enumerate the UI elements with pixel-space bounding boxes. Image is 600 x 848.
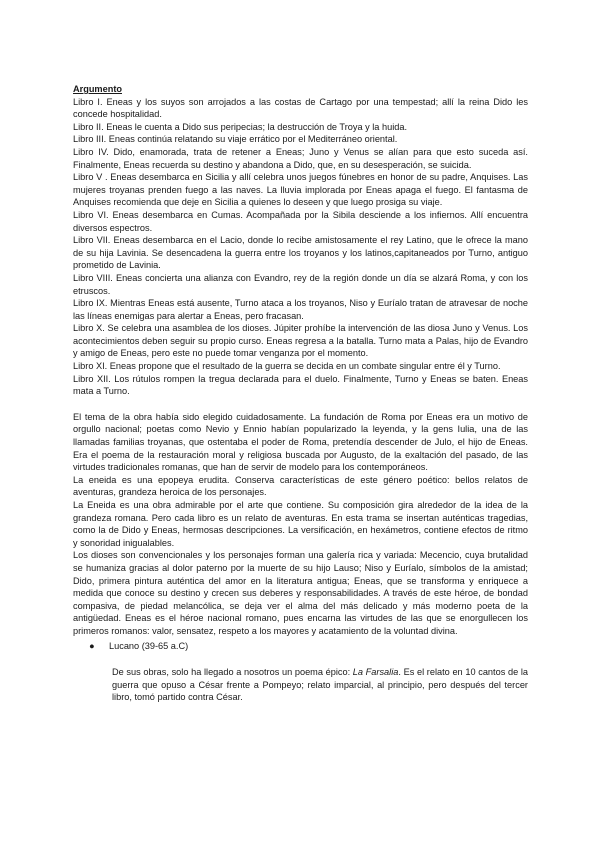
- bullet-label: Lucano (39-65 a.C): [109, 640, 189, 651]
- book-summary: Libro XII. Los rútulos rompen la tregua declarada para el duelo. Finalmente, Turno y Eneas se baten. Eneas mata a Turno.: [73, 373, 528, 397]
- book-summary: Libro VI. Eneas desembarca en Cumas. Acompañada por la Sibila desciende a los infiernos. Allí encuentra diversos espectros.: [73, 209, 528, 233]
- book-summary: Libro III. Eneas continúa relatando su viaje errático por el Mediterráneo oriental.: [73, 134, 398, 145]
- book-summary: Libro VIII. Eneas concierta una alianza con Evandro, rey de la región donde un día se alzará Roma, y con los etruscos.: [73, 272, 528, 296]
- book-summary: Libro V . Eneas desembarca en Sicilia y allí celebra unos juegos fúnebres en honor de su padre, Anquises. Las mujeres troyanas prenden fuego a las naves. La lluvia implorada por Eneas apaga el fuego. El fantasma de Anquises recomienda que deje en Sicilia a quienes lo deseen y que luego prosiga su viaje.: [73, 172, 528, 208]
- book-summary: Libro VII. Eneas desembarca en el Lacio, donde lo recibe amistosamente el rey Latino, que le ofrece la mano de su hija Lavinia. Se desencadena la guerra entre los troyanos y los latinos,capitaneados por Turno, antiguo prometido de Lavinia.: [73, 235, 528, 271]
- work-title: La Farsalia: [352, 667, 399, 678]
- book-summary: Libro I. Eneas y los suyos son arrojados a las costas de Cartago por una tempestad; allí la reina Dido les concede hospitalidad.: [73, 96, 528, 120]
- bullet-icon: ●: [89, 640, 95, 651]
- book-summary: Libro II. Eneas le cuenta a Dido sus peripecias; la destrucción de Troya y la huida.: [73, 121, 408, 132]
- paragraph-spacer: [73, 398, 528, 411]
- lucano-paragraph: [112, 666, 528, 704]
- book-summary: Libro XI. Eneas propone que el resultado de la guerra se decida en un combate singular entre él y Turno.: [73, 361, 501, 372]
- analysis-section: [73, 411, 528, 638]
- section-heading: Argumento: [73, 84, 122, 94]
- book-summary: Libro IV. Dido, enamorada, trata de retener a Eneas; Juno y Venus se alían para que esto suceda así. Finalmente, Eneas recuerda su destino y abandona a Dido, que, en su desesperación, se suicida.: [73, 146, 528, 170]
- body-paragraph: La eneida es una epopeya erudita. Conserva características de este género poético: bellos relatos de aventuras, grandeza heroica de los personajes.: [73, 474, 528, 498]
- document-content: [73, 83, 528, 704]
- book-summary: Libro IX. Mientras Eneas está ausente, Turno ataca a los troyanos, Niso y Euríalo tratan de atravesar de noche las líneas enemigas para alertar a Eneas, pero fracasan.: [73, 298, 528, 321]
- body-paragraph: El tema de la obra había sido elegido cuidadosamente. La fundación de Roma por Eneas era un motivo de orgullo nacional; poetas como Nevio y Ennio habían popularizado la leyenda, y la gens Iulia, una de las llamadas familias troyanas, que ostentaba el poder de Roma, pretendía descender de Julo, el hijo de Eneas. Era el poema de la restauración moral y religiosa buscada por Augusto, de la exaltación del pasado, de las virtudes tradicionales romanas, que han de servir de modelo para los contemporáneos.: [73, 411, 528, 473]
- book-summary: Libro X. Se celebra una asamblea de los dioses. Júpiter prohíbe la intervención de las diosa Juno y Venus. Los acontecimientos deben seguir su propio curso. Eneas regresa a la batalla. Turno mata a Palas, hijo de Evandro y amigo de Eneas, pero este no puede tomar venganza por el momento.: [73, 323, 528, 359]
- body-paragraph: La Eneida es una obra admirable por el arte que contiene. Su composición gira alrededor de la idea de la grandeza romana. Pero cada libro es un relato de aventuras. En esta trama se insertan auténticas tragedias, como la de Dido y Eneas, hermosas descripciones. La versificación, en hexámetros, contiene efectos de ritmo y sonoridad inigualables.: [73, 500, 528, 548]
- book-summary-list: [73, 96, 528, 398]
- lucano-text-end: . Es el relato en 10 cantos de la guerra que opuso a César frente a Pompeyo; relato imparcial, al principio, pero después del tercer libro, tomó partido contra César.: [112, 667, 528, 703]
- lucano-text-start: De sus obras, solo ha llegado a nosotros un poema épico:: [112, 667, 353, 678]
- bullet-item-lucano: [89, 640, 528, 653]
- body-paragraph: Los dioses son convencionales y los personajes forman una galería rica y variada: Mecencio, cuya brutalidad se humaniza gracias al dolor paterno por la muerte de su hijo Lauso; Niso y Euríalo, símbolos de la amistad; Dido, primera pintura auténtica del amor en la literatura antigua; Eneas, que se transforma y enriquece a medida que conoce su destino y crecen sus deberes y responsabilidades. A través de este héroe, de bondad compasiva, de piedad melancólica, se deja ver el alma del más delicado y más moderno poeta de la antigüedad. Eneas es el héroe nacional romano, pues encarna las virtudes de las que se enorgullecen los primeros romanos: valor, sensatez, respeto a los mayores y acatamiento de la voluntad divina.: [73, 550, 528, 636]
